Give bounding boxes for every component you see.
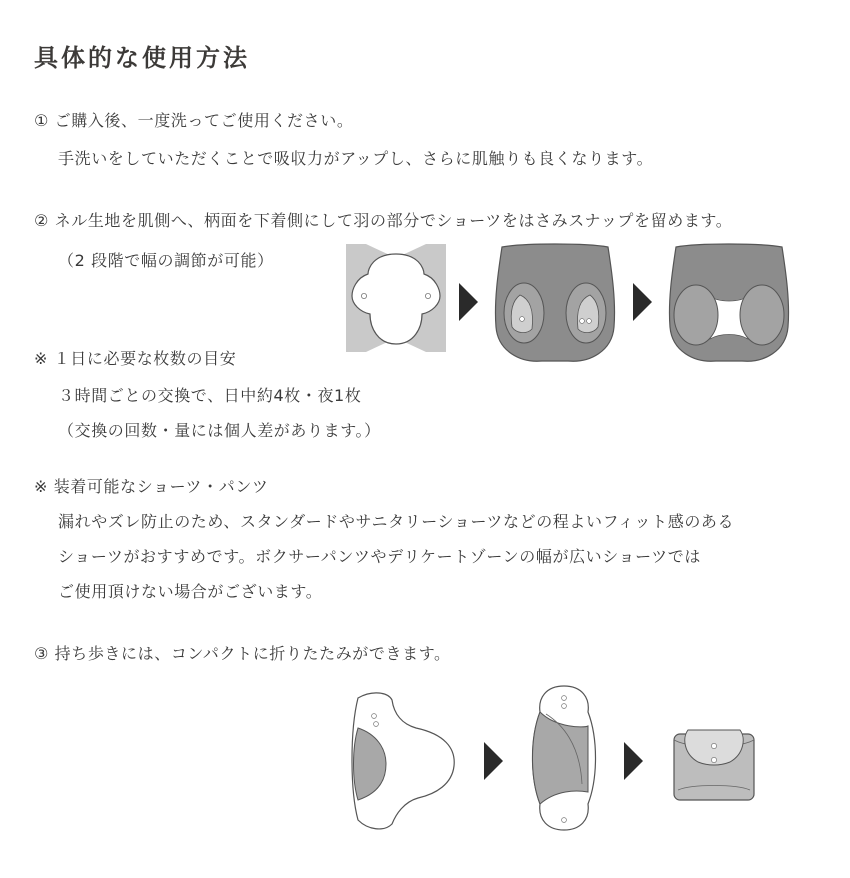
note-compatible-line-3: ご使用頂けない場合がございます。 bbox=[58, 582, 323, 601]
shorts-snapped-illustration bbox=[668, 243, 790, 367]
note-compatible-line-2: ショーツがおすすめです。ボクサーパンツやデリケートゾーンの幅が広いショーツでは bbox=[58, 547, 701, 566]
step-2-text: ② ネル生地を肌側へ、柄面を下着側にして羽の部分でショーツをはさみスナップを留めます。 bbox=[34, 211, 733, 230]
arrow-right-icon bbox=[633, 283, 652, 321]
pad-fold-step-1-illustration bbox=[348, 690, 458, 832]
arrow-right-icon bbox=[624, 742, 643, 780]
note-quantity-heading: ※ １日に必要な枚数の目安 bbox=[34, 349, 237, 368]
arrow-right-icon bbox=[484, 742, 503, 780]
note-compatible-heading: ※ 装着可能なショーツ・パンツ bbox=[34, 477, 269, 496]
arrow-right-icon bbox=[459, 283, 478, 321]
pad-open-illustration bbox=[346, 244, 446, 352]
step-2-detail: （2 段階で幅の調節が可能） bbox=[58, 251, 274, 270]
page-title: 具体的な使用方法 bbox=[34, 44, 250, 72]
step-3-text: ③ 持ち歩きには、コンパクトに折りたたみができます。 bbox=[34, 644, 451, 663]
note-compatible-line-1: 漏れやズレ防止のため、スタンダードやサニタリーショーツなどの程よいフィット感のある bbox=[58, 512, 735, 531]
pad-fold-step-3-illustration bbox=[668, 726, 760, 804]
shorts-with-pad-illustration bbox=[494, 243, 616, 367]
step-1-detail: 手洗いをしていただくことで吸収力がアップし、さらに肌触りも良くなります。 bbox=[58, 149, 654, 168]
pad-fold-step-2-illustration bbox=[526, 684, 602, 832]
note-quantity-detail: ３時間ごとの交換で、日中約4枚・夜1枚 bbox=[58, 386, 362, 405]
note-quantity-remark: （交換の回数・量には個人差があります。） bbox=[58, 421, 381, 440]
step-1-text: ① ご購入後、一度洗ってご使用ください。 bbox=[34, 111, 354, 130]
